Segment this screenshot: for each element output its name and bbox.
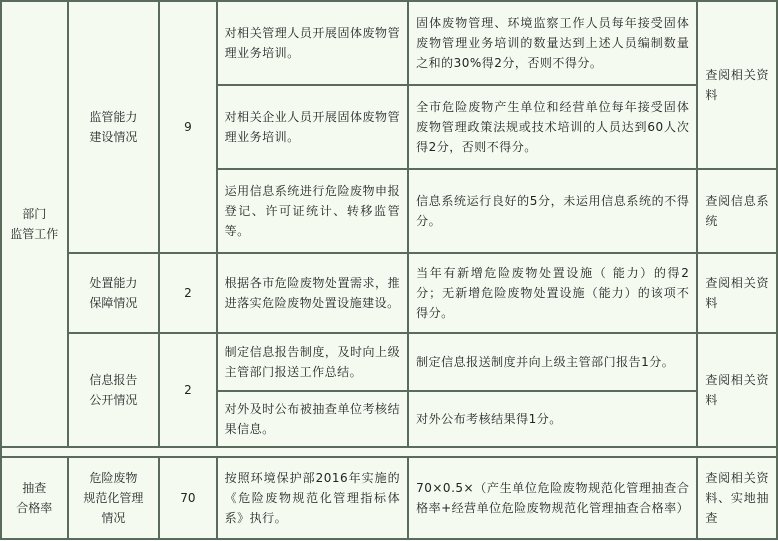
- method-cell: 查阅相关资料: [698, 334, 776, 446]
- item-label: 危险废物 规范化管理 情况: [83, 471, 144, 525]
- criteria-cell: 当年有新增危险废物处置设施（ 能力）的得2分；无新增危险废物处置设施（能力）的该项不得分。: [409, 254, 696, 332]
- method-cell: 查阅相关资料: [698, 2, 776, 168]
- item-cell: [69, 2, 159, 252]
- separator-cell: [2, 448, 776, 456]
- method-cell: 查阅相关资料、实地抽查: [698, 458, 776, 538]
- item-label: 处置能力 保障情况: [89, 276, 138, 310]
- method-cell: 查阅相关资料: [698, 254, 776, 332]
- table-row: [2, 334, 776, 390]
- criteria-cell: 信息系统运行良好的5分，未运用信息系统的不得分。: [409, 170, 696, 252]
- content-cell: 对相关企业人员开展固体废物管理业务培训。: [218, 86, 407, 168]
- category-cell: [2, 458, 67, 538]
- score-cell: 2: [160, 334, 215, 446]
- content-cell: 根据各市危险废物处置需求，推进落实危险废物处置设施建设。: [218, 254, 407, 332]
- criteria-cell: 全市危险废物产生单位和经营单位每年接受固体废物管理政策法规或技术培训的人员达到60人次得2分，否则不得分。: [409, 86, 696, 168]
- content-cell: 按照环境保护部2016年实施的《危险废物规范化管理指标体系》执行。: [218, 458, 407, 538]
- table-row: [2, 2, 776, 84]
- category-label: 部门 监管工作: [10, 207, 59, 241]
- criteria-cell: 70×0.5×（产生单位危险废物规范化管理抽查合格率+经营单位危险废物规范化管理抽查合格率）: [409, 458, 696, 538]
- criteria-cell: 固体废物管理、环境监察工作人员每年接受固体废物管理业务培训的数量达到上述人员编制数量之和的30%得2分，否则不得分。: [409, 2, 696, 84]
- category-cell: [2, 2, 67, 446]
- criteria-cell: 对外公布考核结果得1分。: [409, 392, 696, 446]
- score-cell: 2: [160, 254, 215, 332]
- category-label: 抽查 合格率: [16, 481, 53, 515]
- score-cell: 9: [160, 2, 215, 252]
- method-cell: 查阅信息系统: [698, 170, 776, 252]
- content-cell: 运用信息系统进行危险废物申报登记、许可证统计、转移监管等。: [218, 170, 407, 252]
- item-label: 监管能力 建设情况: [89, 110, 138, 144]
- content-cell: 对相关管理人员开展固体废物管理业务培训。: [218, 2, 407, 84]
- criteria-cell: 制定信息报送制度并向上级主管部门报告1分。: [409, 334, 696, 390]
- item-cell: [69, 458, 159, 538]
- score-cell: 70: [160, 458, 215, 538]
- content-cell: 制定信息报告制度，及时向上级主管部门报送工作总结。: [218, 334, 407, 390]
- item-cell: [69, 254, 159, 332]
- item-cell: [69, 334, 159, 446]
- content-cell: 对外及时公布被抽查单位考核结果信息。: [218, 392, 407, 446]
- table-row: [2, 254, 776, 332]
- table-row: [2, 458, 776, 538]
- row-separator: [2, 448, 776, 456]
- item-label: 信息报告 公开情况: [89, 373, 138, 407]
